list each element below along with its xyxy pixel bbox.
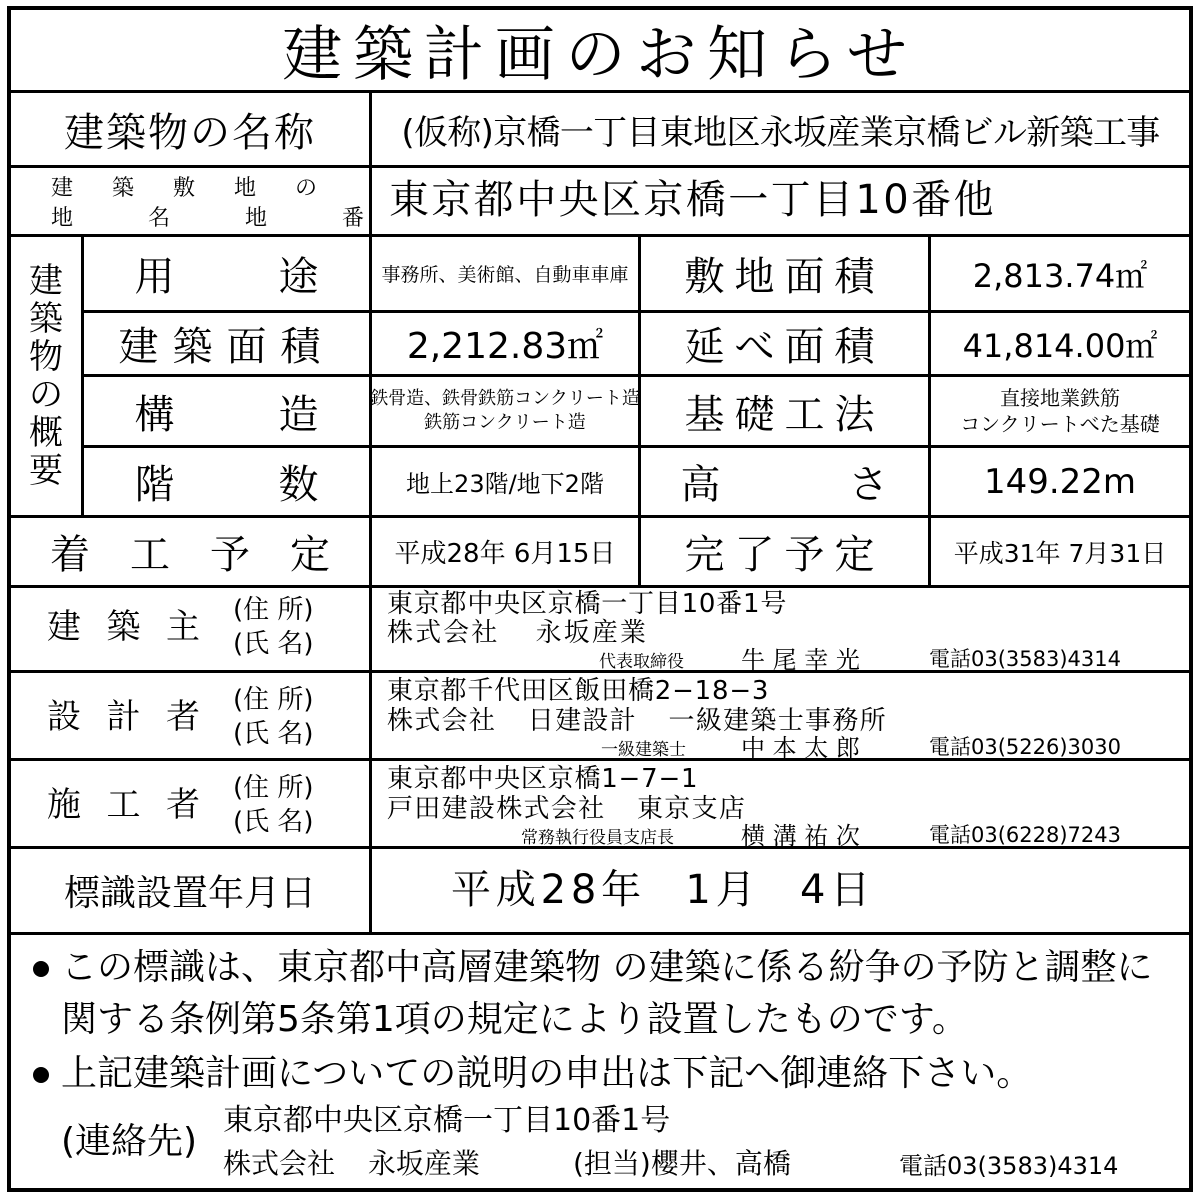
designer-paren-address: (住 所) [233, 685, 314, 715]
foundation-value [931, 377, 1189, 445]
start-value: 平成28年 6月15日 [394, 539, 616, 569]
contractor-label: 施工者 [47, 785, 226, 825]
owner-person: 牛 尾 幸 光 [741, 646, 860, 674]
overview-char: 要 [29, 451, 63, 492]
foundation-line2: コンクリートべた基礎 [960, 412, 1160, 436]
use-value: 事務所、美術館、自動車車庫 [381, 264, 629, 286]
bullet-icon [33, 1067, 49, 1083]
designer-company: 株式会社 日建設計 一級建築士事務所 [387, 706, 887, 736]
owner-company: 株式会社 永坂産業 [387, 618, 648, 648]
overview-char: の [29, 375, 63, 415]
designer-person: 中 本 太 郎 [741, 734, 860, 762]
overview-char: 建 [29, 260, 63, 301]
overview-char: 築 [29, 298, 63, 339]
designer-label: 設計者 [47, 697, 226, 737]
contractor-paren-address: (住 所) [233, 773, 314, 803]
overview-side-label [11, 237, 81, 515]
note-text: 上記建築計画についての説明の申出は下記へ御連絡下さい。 [61, 1053, 1033, 1094]
contractor-phone: 電話03(6228)7243 [929, 823, 1121, 847]
structure-label: 構造 [134, 391, 423, 438]
contact-person: (担当)櫻井、高橋 [573, 1147, 791, 1180]
building-area-label: 建築面積 [118, 324, 335, 370]
note-line1 [33, 947, 1153, 988]
note-text: この標識は、東京都中高層建築物 の建築に係る紛争の予防と調整に [61, 947, 1153, 988]
complete-label: 完了予定 [684, 532, 885, 578]
rule [11, 165, 1189, 168]
structure-value [372, 377, 638, 445]
site-label-line1: 建 築 敷 地 の [51, 176, 319, 201]
site-value: 東京都中央区京橋一丁目10番他 [389, 177, 996, 223]
owner-phone: 電話03(3583)4314 [929, 647, 1121, 671]
owner-title: 代表取締役 [599, 652, 684, 672]
owner-paren-name: (氏 名) [233, 629, 314, 659]
contractor-person: 横 溝 祐 次 [741, 822, 860, 850]
owner-address: 東京都中央区京橋一丁目10番1号 [387, 589, 788, 619]
site-area-label: 敷地面積 [684, 254, 885, 300]
contact-phone: 電話03(3583)4314 [899, 1152, 1119, 1180]
bullet-icon [33, 961, 49, 977]
rule [11, 932, 1189, 935]
structure-line1: 鉄骨造、鉄骨鉄筋コンクリート造 [370, 387, 640, 409]
height-label: 高さ [680, 462, 1017, 508]
foundation-line1: 直接地業鉄筋 [1000, 386, 1120, 410]
building-name-label: 建築物の名称 [64, 109, 316, 156]
contractor-title: 常務執行役員支店長 [521, 828, 674, 848]
note-line3 [33, 1053, 1033, 1094]
posted-value: 平成28年 1月 4日 [451, 867, 876, 913]
note-line2: 関する条例第5条第1項の規定により設置したものです。 [61, 999, 968, 1040]
designer-title: 一級建築士 [601, 740, 686, 760]
contractor-paren-name: (氏 名) [233, 807, 314, 837]
contact-address: 東京都中央区京橋一丁目10番1号 [223, 1103, 671, 1138]
owner-label: 建築主 [47, 607, 226, 647]
page-title: 建築計画のお知らせ [282, 20, 918, 90]
foundation-label: 基礎工法 [684, 391, 885, 438]
owner-paren-address: (住 所) [233, 595, 314, 625]
floor-area-value: 41,814.00㎡ [962, 326, 1158, 365]
designer-paren-name: (氏 名) [233, 719, 314, 749]
notice-board [7, 6, 1193, 1192]
structure-line2: 鉄筋コンクリート造 [424, 412, 586, 433]
contact-company: 株式会社 永坂産業 [223, 1147, 480, 1180]
floor-area-label: 延べ面積 [684, 324, 885, 370]
contractor-company: 戸田建設株式会社 東京支店 [387, 794, 747, 824]
height-value: 149.22m [983, 461, 1137, 502]
use-label: 用途 [134, 254, 423, 300]
overview-char: 概 [29, 413, 63, 454]
rule [11, 585, 1189, 588]
building-area-value: 2,212.83㎡ [406, 326, 604, 367]
posted-label: 標識設置年月日 [63, 873, 316, 914]
site-area-value: 2,813.74㎡ [972, 256, 1148, 295]
building-name-value: (仮称)京橋一丁目東地区永坂産業京橋ビル新築工事 [401, 112, 1160, 153]
contractor-address: 東京都中央区京橋1−7−1 [387, 764, 699, 794]
start-label: 着工予定 [50, 532, 370, 578]
designer-phone: 電話03(5226)3030 [929, 735, 1121, 759]
contact-label: (連絡先) [61, 1121, 198, 1162]
overview-char: 物 [29, 336, 63, 377]
designer-address: 東京都千代田区飯田橋2−18−3 [387, 676, 770, 706]
site-label-line2: 地 名 地 番 [51, 206, 366, 231]
complete-value: 平成31年 7月31日 [953, 538, 1167, 568]
floors-value: 地上23階/地下2階 [406, 470, 604, 498]
floors-label: 階数 [134, 462, 423, 508]
